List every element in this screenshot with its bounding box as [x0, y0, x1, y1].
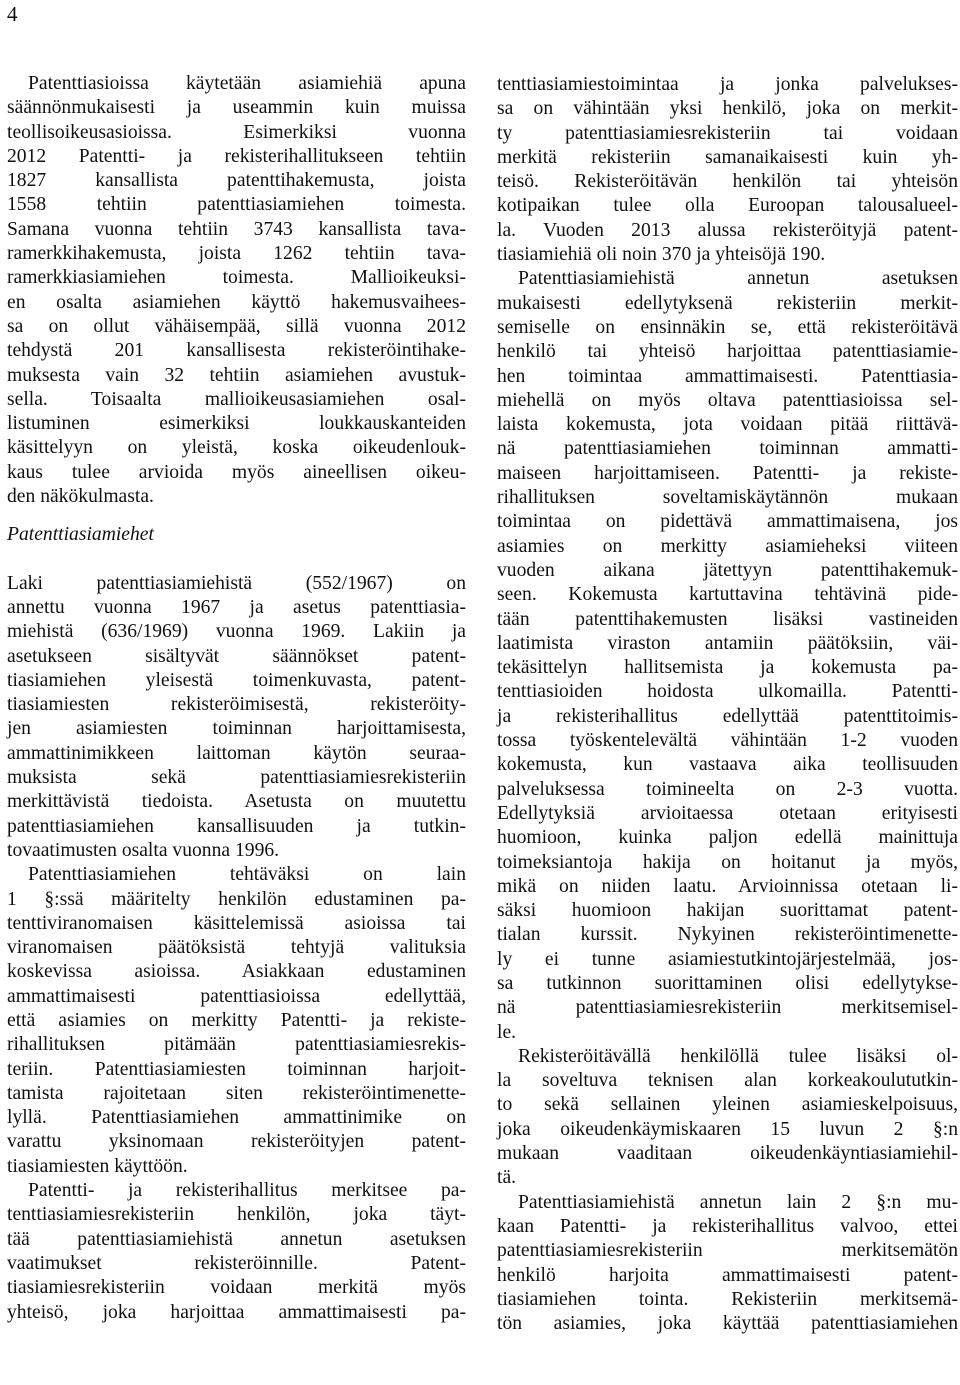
text-line: Patenttiasioissa käytetään asiamiehiä apuna: [28, 73, 466, 94]
text-line: huomioon, kuinka paljon edellä mainittuja: [497, 827, 958, 849]
text-line: säksi huomioon hakijan suorittamat patent-: [497, 900, 958, 922]
text-line: Laki patenttiasiamiehistä (552/1967) on: [7, 572, 466, 594]
section-heading: Patenttiasiamiehet: [7, 524, 154, 546]
text-line: tä.: [497, 1167, 517, 1189]
text-line: miehellä on myös oltava patenttiasioissa sel-: [497, 389, 958, 411]
text-line: den näkökulmasta.: [7, 486, 154, 508]
text-line: patenttiasiamiehen kansallisuuden ja tutkin-: [7, 815, 466, 837]
paragraph: [497, 1045, 958, 1191]
text-line: tialan kurssit. Nykyinen rekisteröintimenette-: [497, 924, 958, 946]
text-line: miehistä (636/1969) vuonna 1969. Lakiin ja: [7, 621, 466, 643]
text-line: tekäsittelyn hallitsemista ja kokemusta pa-: [497, 657, 958, 679]
text-line: en osalta asiamiehen käyttö hakemusvaihees-: [7, 291, 466, 313]
text-line: toimintaa on pidettävä ammattimaisena, jos: [497, 511, 958, 533]
text-line: Samana vuonna tehtiin 3743 kansallista tava-: [7, 218, 466, 240]
text-line: 1558 tehtiin patenttiasiamiehen toimesta.: [7, 194, 466, 216]
text-line: kaan Patentti- ja rekisterihallitus valvoo, ettei: [497, 1215, 958, 1237]
text-line: tenttiasioiden hoidosta ulkomailla. Patentti-: [497, 681, 958, 703]
text-line: merkittävistä tiedoista. Asetusta on muutettu: [7, 791, 466, 813]
text-line: yhteisö, joka harjoittaa ammattimaisesti pa-: [7, 1301, 466, 1323]
text-line: rihallituksen soveltamiskäytännön mukaan: [497, 487, 958, 509]
text-line: sa on ollut vähäisempää, sillä vuonna 2012: [7, 315, 466, 337]
text-line: to sekä sellainen yleinen asiamieskelpoisuus,: [497, 1094, 958, 1116]
text-line: sa on vähintään yksi henkilö, joka on merkit-: [497, 98, 958, 120]
text-line: tiasiamiesten rekisteröimisestä, rekisteröity-: [7, 694, 466, 716]
text-line: nä patenttiasiamiesrekisteriin merkitsemisel-: [497, 997, 958, 1019]
text-line: ly ei tunne asiamiestutkintojärjestelmää, jos-: [497, 948, 958, 970]
paragraph: [497, 1191, 958, 1337]
text-line: sella. Toisaalta mallioikeusasiamiehen osal-: [7, 388, 466, 410]
text-line: Rekisteröitävällä henkilöllä tulee lisäksi ol-: [518, 1045, 958, 1067]
text-line: muksista sekä patenttiasiamiesrekisteriin: [7, 767, 466, 789]
text-line: laatimista viraston antamiin päätöksiin, väi-: [497, 632, 958, 654]
text-line: ty patenttiasiamiesrekisteriin tai voidaan: [497, 122, 958, 144]
text-line: ramerkkiasiamiehen toimesta. Mallioikeuksi-: [7, 267, 466, 289]
text-line: ammattinimikkeen laittoman käytön seuraa-: [7, 742, 466, 764]
text-line: ramerkkihakemusta, joista 1262 tehtiin tava-: [7, 243, 466, 265]
text-line: sa tutkinnon suorittaminen olisi edellytykse-: [497, 972, 958, 994]
text-line: seen. Kokemusta kartuttavina tehtävinä pide-: [497, 584, 958, 606]
text-line: kotipaikan tulee olla Euroopan talousalueel-: [497, 195, 958, 217]
page-number: 4: [7, 2, 18, 26]
text-line: teisö. Rekisteröitävän henkilön tai yhteisön: [497, 171, 958, 193]
text-line: tossa työskentelevältä vähintään 1-2 vuoden: [497, 730, 958, 752]
text-line: tiasiamiesrekisteriin voidaan merkitä myös: [7, 1277, 466, 1299]
text-line: mikä on niiden laatu. Arvioinnissa otetaan li-: [497, 875, 958, 897]
text-line: säännönmukaisesti ja useammin kuin muissa: [7, 97, 466, 119]
text-line: mukaan vaaditaan oikeudenkäyntiasiamiehil-: [497, 1143, 958, 1165]
text-line: palveluksessa toimineelta on 2-3 vuotta.: [497, 778, 958, 800]
text-line: tön asiamies, joka käyttää patenttiasiamiehen: [497, 1313, 958, 1335]
text-line: kaus tulee arvioida myös aineellisen oikeu-: [7, 461, 466, 483]
text-line: maiseen harjoittamiseen. Patentti- ja rekiste-: [497, 462, 958, 484]
text-line: merkitä rekisteriin samanaikaisesti kuin yh-: [497, 146, 958, 168]
text-line: Patenttiasiamiehistä annetun asetuksen: [518, 268, 958, 290]
paragraph: [7, 863, 466, 1179]
text-line: 2012 Patentti- ja rekisterihallitukseen tehtiin: [7, 145, 466, 167]
text-line: varattu yksinomaan rekisteröityjen patent-: [7, 1131, 466, 1153]
text-line: henkilö harjoita ammattimaisesti patent-: [497, 1264, 958, 1286]
text-line: joka oikeudenkäymiskaaren 15 luvun 2 §:n: [497, 1118, 958, 1140]
text-line: asetukseen sisältyvät säännökset patent-: [7, 645, 466, 667]
text-line: Patentti- ja rekisterihallitus merkitsee pa-: [28, 1180, 466, 1202]
text-line: vaatimukset rekisteröinnille. Patent-: [7, 1252, 466, 1274]
text-line: vuoden aikana jätettyyn patenttihakemuk-: [497, 559, 958, 581]
text-line: tiasiamiehen tointa. Rekisteriin merkitsemä-: [497, 1288, 958, 1310]
text-line: että asiamies on merkitty Patentti- ja rekiste-: [7, 1009, 466, 1031]
text-line: Patenttiasiamiehen tehtäväksi on lain: [28, 864, 466, 886]
text-line: Patenttiasiamiehistä annetun lain 2 §:n mu-: [518, 1191, 958, 1213]
text-line: viranomaisen päätöksistä tehtyjä valituksia: [7, 937, 466, 959]
text-line: ja rekisterihallitus edellyttää patenttitoimis-: [497, 705, 958, 727]
text-line: tehdystä 201 kansallisesta rekisteröintihake-: [7, 340, 466, 362]
text-line: tamista rajoitetaan siten rekisteröintimenette-: [7, 1082, 466, 1104]
paragraph: [7, 72, 466, 509]
paragraph: [497, 73, 958, 267]
text-line: tään patenttihakemusten lisäksi vastineiden: [497, 608, 958, 630]
text-line: teriin. Patenttiasiamiesten toiminnan harjoit-: [7, 1058, 466, 1080]
text-line: hen toimintaa ammattimaisesti. Patenttiasia-: [497, 365, 958, 387]
text-line: patenttiasiamiesrekisteriin merkitsemätön: [497, 1240, 958, 1262]
text-line: jen asiamiesten toiminnan harjoittamisesta,: [7, 718, 466, 740]
text-line: rihallituksen pitämään patenttiasiamiesrekis-: [7, 1034, 466, 1056]
text-line: le.: [497, 1021, 517, 1043]
text-line: tiasiamiesten käyttöön.: [7, 1155, 188, 1177]
text-line: la soveltuva teknisen alan korkeakoulututkin-: [497, 1070, 958, 1092]
paragraph: [497, 267, 958, 1045]
paragraph: [7, 572, 466, 864]
text-line: tovaatimusten osalta vuonna 1996.: [7, 839, 280, 861]
text-line: kokemusta, kun vastaava aika teollisuuden: [497, 754, 958, 776]
text-line: mukaisesti edellytyksenä rekisteriin merkit-: [497, 292, 958, 314]
text-line: tenttiviranomaisen käsittelemissä asioissa tai: [7, 912, 466, 934]
text-line: tenttiasiamiesrekisteriin henkilön, joka täyt-: [7, 1204, 466, 1226]
right-column: [497, 73, 958, 1336]
text-line: semiselle on ensinnäkin se, että rekisteröitävä: [497, 316, 958, 338]
text-line: nä patenttiasiamiehen toiminnan ammatti-: [497, 438, 958, 460]
text-line: tiasiamiehen yleisestä toimenkuvasta, patent-: [7, 669, 466, 691]
text-line: tiasiamiehiä oli noin 370 ja yhteisöjä 190.: [497, 244, 826, 266]
text-line: Edellytyksiä arvioitaessa otetaan erityisesti: [497, 802, 958, 824]
text-line: ammattimaisesti patenttiasioissa edellyttää,: [7, 985, 466, 1007]
text-line: teollisoikeusasioissa. Esimerkiksi vuonna: [7, 121, 466, 143]
text-line: annettu vuonna 1967 ja asetus patenttiasia-: [7, 596, 466, 618]
text-line: henkilö tai yhteisö harjoittaa patenttiasiamie-: [497, 341, 958, 363]
left-column: [7, 72, 466, 1325]
text-line: lyllä. Patenttiasiamiehen ammattinimike on: [7, 1107, 466, 1129]
text-line: asiamies on merkitty asiamieheksi viiteen: [497, 535, 958, 557]
text-line: muksesta vain 32 tehtiin asiamiehen avustuk-: [7, 364, 466, 386]
text-line: laista kokemusta, jota voidaan pitää riittävä-: [497, 414, 958, 436]
text-line: tenttiasiamiestoimintaa ja jonka palvelukses-: [497, 74, 958, 95]
text-line: 1827 kansallista patenttihakemusta, joista: [7, 170, 466, 192]
text-line: listuminen esimerkiksi loukkauskanteiden: [7, 413, 466, 435]
text-line: käsittelyyn on yleistä, koska oikeudenlouk-: [7, 437, 466, 459]
paragraph: [7, 1179, 466, 1325]
text-line: koskevissa asioissa. Asiakkaan edustaminen: [7, 961, 466, 983]
text-line: toimeksiantoja hakija on hoitanut ja myös,: [497, 851, 958, 873]
text-line: la. Vuoden 2013 alussa rekisteröityjä patent-: [497, 219, 958, 241]
text-line: 1 §:ssä määritelty henkilön edustaminen pa-: [7, 888, 466, 910]
text-line: tää patenttiasiamiehistä annetun asetuksen: [7, 1228, 466, 1250]
